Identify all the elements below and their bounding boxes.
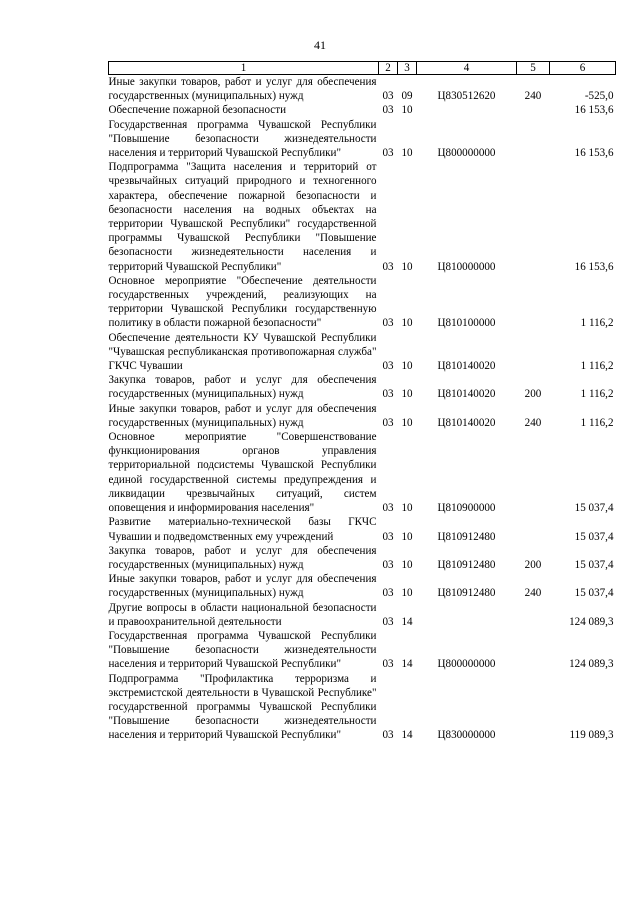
table-row <box>109 430 616 515</box>
subsection-code: 10 <box>401 147 413 160</box>
item-name: Государственная программа Чувашской Республики "Повышение безопасности жизнедеятельности населения и территорий Чувашской Республики" <box>108 629 377 671</box>
item-name: Обеспечение пожарной безопасности <box>108 104 287 117</box>
section-code: 03 <box>382 360 394 373</box>
expense-type-code <box>517 331 550 374</box>
item-name: Другие вопросы в области национальной безопасности и правоохранительной деятельности <box>108 601 377 628</box>
item-name: Закупка товаров, работ и услуг для обеспечения государственных (муниципальных) нужд <box>108 374 377 401</box>
table-row <box>109 331 616 374</box>
item-name: Государственная программа Чувашской Республики "Повышение безопасности жизнедеятельности населения и территорий Чувашской Республики" <box>108 118 377 160</box>
subsection-code: 14 <box>401 729 413 742</box>
item-name: Развитие материально-технической базы ГКЧС Чувашии и подведомственных ему учреждений <box>108 516 377 543</box>
amount: 124 089,3 <box>569 658 614 671</box>
expense-type-code: 240 <box>524 90 542 103</box>
header-col-4: 4 <box>417 62 517 75</box>
section-code: 03 <box>382 729 394 742</box>
amount: 124 089,3 <box>569 615 614 628</box>
target-article-code: Ц810100000 <box>437 317 496 330</box>
section-code: 03 <box>382 317 394 330</box>
section-code: 03 <box>382 147 394 160</box>
subsection-code: 10 <box>401 104 413 117</box>
expense-type-code: 240 <box>524 587 542 600</box>
target-article-code: Ц810900000 <box>437 502 496 515</box>
expense-type-code <box>517 601 550 629</box>
subsection-code: 10 <box>401 360 413 373</box>
table-row <box>109 103 616 117</box>
subsection-code: 10 <box>401 587 413 600</box>
header-col-6: 6 <box>550 62 616 75</box>
section-code: 03 <box>382 658 394 671</box>
target-article-code: Ц810912480 <box>437 530 496 543</box>
section-code: 03 <box>382 90 394 103</box>
table-row <box>109 601 616 629</box>
target-article-code: Ц810912480 <box>437 587 496 600</box>
item-name: Обеспечение деятельности КУ Чувашской Республики "Чувашская республиканская противопожарная служба" ГКЧС Чувашии <box>108 331 377 373</box>
amount: 1 116,2 <box>580 360 614 373</box>
amount: 16 153,6 <box>574 147 614 160</box>
subsection-code: 14 <box>401 658 413 671</box>
table-row <box>109 118 616 161</box>
subsection-code: 14 <box>401 615 413 628</box>
target-article-code <box>417 601 517 629</box>
table-row <box>109 515 616 543</box>
amount: 119 089,3 <box>569 729 614 742</box>
section-code: 03 <box>382 502 394 515</box>
target-article-code: Ц800000000 <box>437 658 496 671</box>
amount: 1 116,2 <box>580 317 614 330</box>
expense-type-code: 200 <box>524 558 542 571</box>
amount: 15 037,4 <box>574 587 614 600</box>
expense-type-code: 200 <box>524 388 542 401</box>
header-col-3: 3 <box>398 62 417 75</box>
page-number: 41 <box>314 38 326 52</box>
item-name: Основное мероприятие "Обеспечение деятельности государственных учреждений, реализующих на территории Чувашской Республики государственную политику в области пожарной безопасности" <box>108 274 377 330</box>
section-code: 03 <box>382 416 394 429</box>
expense-type-code <box>517 430 550 515</box>
table-row <box>109 160 616 274</box>
expense-type-code <box>517 160 550 274</box>
table-row <box>109 544 616 572</box>
expense-type-code <box>517 274 550 331</box>
section-code: 03 <box>382 587 394 600</box>
expense-type-code <box>517 629 550 672</box>
section-code: 03 <box>382 615 394 628</box>
target-article-code: Ц810140020 <box>437 416 496 429</box>
subsection-code: 09 <box>401 90 413 103</box>
section-code: 03 <box>382 530 394 543</box>
subsection-code: 10 <box>401 317 413 330</box>
item-name: Основное мероприятие "Совершенствование функционирования органов управления территориальной подсистемы Чувашской Республики единой государственной системы предупреждения и ликвидации чрезвычайных ситуаций, систем оповещения и информирования населения" <box>108 431 377 515</box>
table-row <box>109 274 616 331</box>
expense-type-code <box>517 515 550 543</box>
amount: 15 037,4 <box>574 558 614 571</box>
header-col-1: 1 <box>109 62 379 75</box>
header-col-2: 2 <box>379 62 398 75</box>
section-code: 03 <box>382 104 394 117</box>
amount: 15 037,4 <box>574 502 614 515</box>
amount: 16 153,6 <box>574 104 614 117</box>
item-name: Подпрограмма "Профилактика терроризма и экстремистской деятельности в Чувашской Республике" государственной программы Чувашской Республики "Повышение безопасности жизнедеятельности населения и территорий Чувашской Республики" <box>108 672 377 742</box>
subsection-code: 10 <box>401 502 413 515</box>
expense-type-code <box>517 103 550 117</box>
table-row <box>109 75 616 104</box>
item-name: Подпрограмма "Защита населения и территорий от чрезвычайных ситуаций природного и техногенного характера, обеспечение пожарной безопасности и безопасности населения на водных объектах на территории Чувашской Республики" государственной программы Чувашской Республики "Повышение безопасности жизнедеятельности населения и территорий Чувашской Республики" <box>108 161 377 273</box>
target-article-code: Ц810140020 <box>437 360 496 373</box>
table-row <box>109 629 616 672</box>
item-name: Иные закупки товаров, работ и услуг для обеспечения государственных (муниципальных) нужд <box>108 402 377 429</box>
budget-table <box>108 61 616 743</box>
expense-type-code: 240 <box>524 416 542 429</box>
table-row <box>109 402 616 430</box>
table-row <box>109 572 616 600</box>
item-name: Иные закупки товаров, работ и услуг для обеспечения государственных (муниципальных) нужд <box>108 76 377 103</box>
section-code: 03 <box>382 388 394 401</box>
section-code: 03 <box>382 260 394 273</box>
target-article-code: Ц810912480 <box>437 558 496 571</box>
target-article-code: Ц810000000 <box>437 260 496 273</box>
target-article-code: Ц810140020 <box>437 388 496 401</box>
subsection-code: 10 <box>401 260 413 273</box>
table-row <box>109 672 616 743</box>
subsection-code: 10 <box>401 416 413 429</box>
item-name: Закупка товаров, работ и услуг для обеспечения государственных (муниципальных) нужд <box>108 544 377 571</box>
header-col-5: 5 <box>517 62 550 75</box>
subsection-code: 10 <box>401 530 413 543</box>
section-code: 03 <box>382 558 394 571</box>
table-body <box>109 75 616 743</box>
subsection-code: 10 <box>401 388 413 401</box>
target-article-code <box>417 103 517 117</box>
amount: 1 116,2 <box>580 388 614 401</box>
target-article-code: Ц800000000 <box>437 147 496 160</box>
target-article-code: Ц830000000 <box>437 729 496 742</box>
item-name: Иные закупки товаров, работ и услуг для обеспечения государственных (муниципальных) нужд <box>108 573 377 600</box>
table-row <box>109 373 616 401</box>
target-article-code: Ц830512620 <box>437 90 496 103</box>
amount: -525,0 <box>584 90 614 103</box>
expense-type-code <box>517 118 550 161</box>
subsection-code: 10 <box>401 558 413 571</box>
table-header-row <box>109 62 616 75</box>
expense-type-code <box>517 672 550 743</box>
amount: 1 116,2 <box>580 416 614 429</box>
amount: 16 153,6 <box>574 260 614 273</box>
amount: 15 037,4 <box>574 530 614 543</box>
